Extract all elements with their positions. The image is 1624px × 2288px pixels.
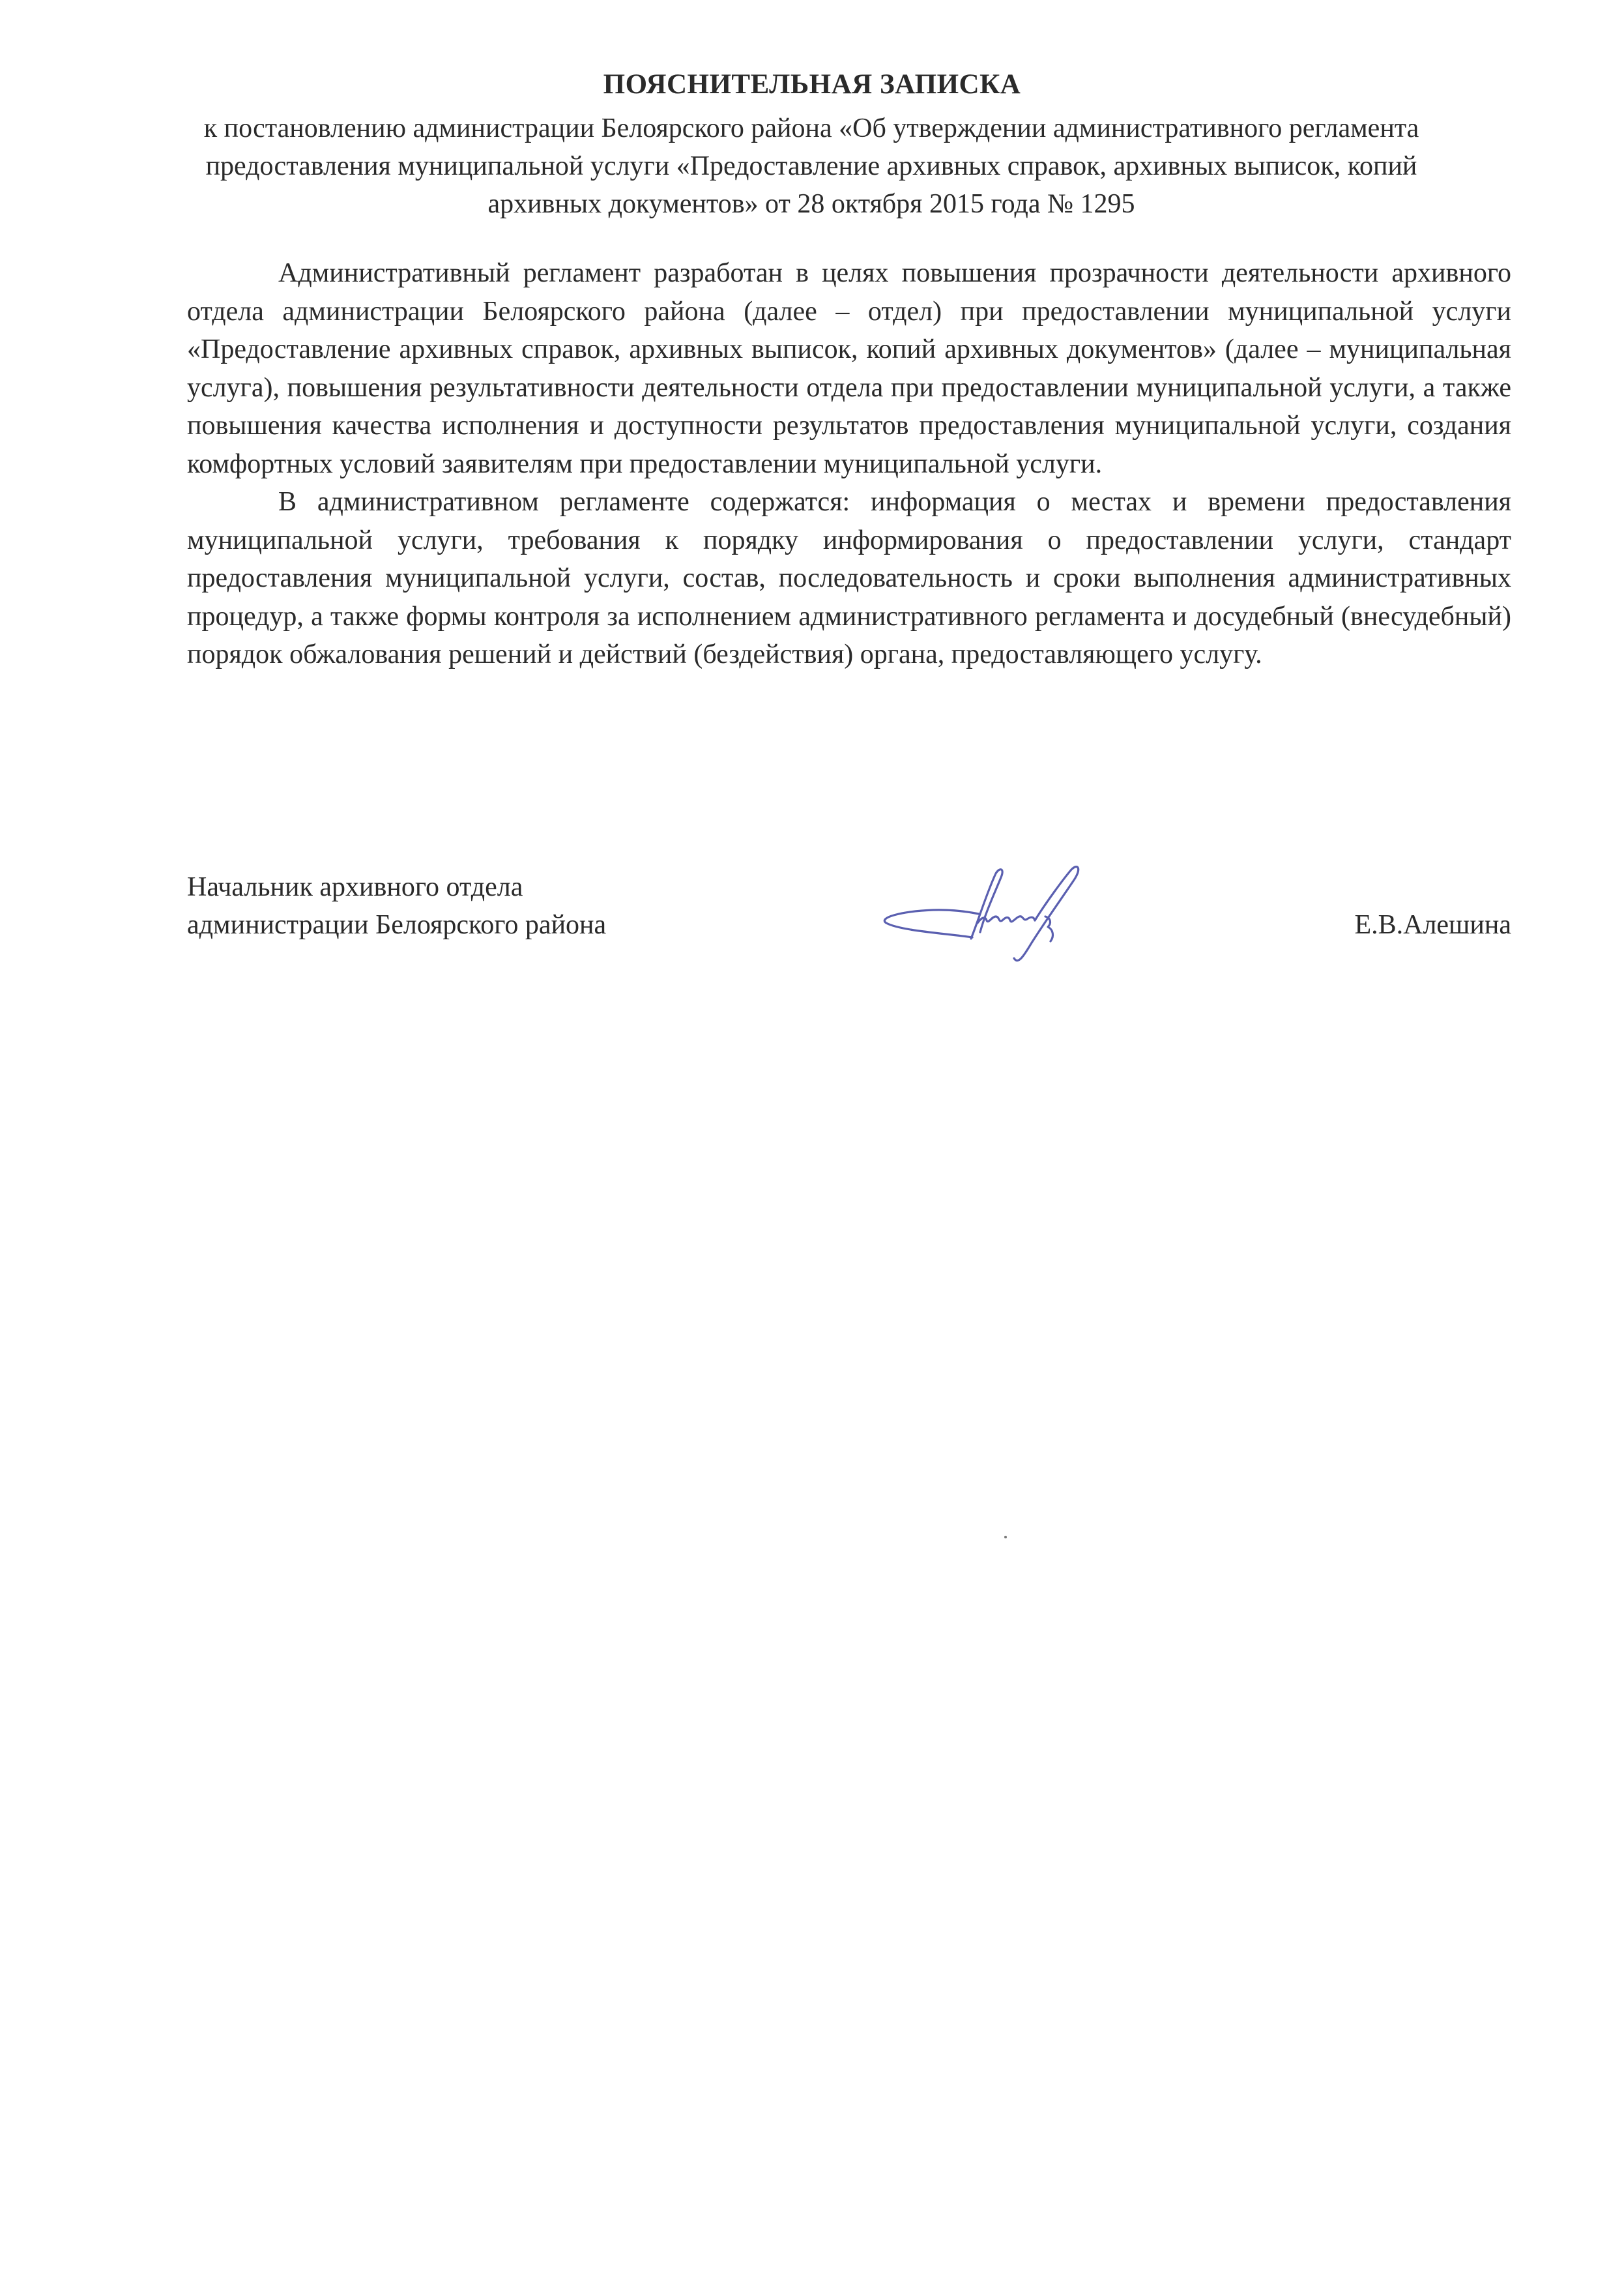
signatory-position	[187, 868, 606, 944]
document-body	[187, 254, 1511, 674]
paragraph-contents: В административном регламенте содержатся: информация о местах и времени предоставления муниципальной услуги, требования к порядку информирования о предоставлении услуги, стандарт предоставления муниципальной услуги, состав, последовательность и сроки выполнения административных процедур, а также формы контроля за исполнением административного регламента и досудебный (внесудебный) порядок обжалования решений и действий (бездействия) органа, предоставляющего услугу.	[187, 487, 1511, 669]
signatory-name: Е.В.Алешина	[1354, 910, 1511, 940]
document-subtitle: к постановлению администрации Белоярского района «Об утверждении административного регламента предоставления муниципальной услуги «Предоставление архивных справок, архивных выписок, копий архивных документов» от 28 октября 2015 года № 1295	[203, 113, 1419, 219]
signatory-position-line-2: администрации Белоярского района	[187, 910, 607, 940]
handwritten-signature-icon	[875, 860, 1083, 971]
paragraph-purpose: Административный регламент разработан в целях повышения прозрачности деятельности архивного отдела администрации Белоярского района (далее – отдел) при предоставлении муниципальной услуги «Предоставление архивных справок, архивных выписок, копий архивных документов» (далее – муниципальная услуга), повышения результативности деятельности отдела при предоставлении муниципальной услуги, а также повышения качества исполнения и доступности результатов предоставления муниципальной услуги, создания комфортных условий заявителям при предоставлении муниципальной услуги.	[187, 258, 1511, 479]
scan-speck	[1004, 1536, 1007, 1538]
signature-block	[187, 860, 1511, 991]
signatory-position-line-1: Начальник архивного отдела	[187, 872, 523, 902]
document-title: ПОЯСНИТЕЛЬНАЯ ЗАПИСКА	[603, 69, 1021, 100]
